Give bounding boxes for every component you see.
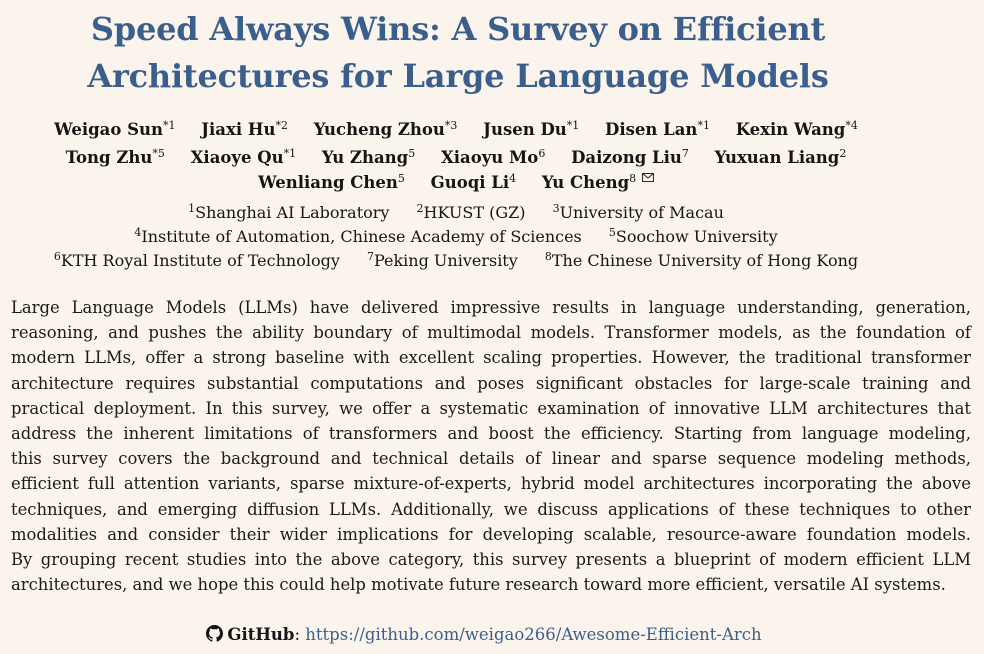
abstract-line: Large Language Models (LLMs) have delivered impressive results in language understanding, generation, bbox=[11, 298, 971, 317]
affiliation: $^8$The Chinese University of Hong Kong bbox=[544, 250, 859, 270]
affiliation-row-1 bbox=[0, 201, 912, 225]
author: Kexin Wang$^{*4}$ bbox=[735, 119, 858, 139]
abstract-line: reasoning, and pushes the ability boundary of multimodal models. Transformer models, as the foundation of bbox=[11, 323, 971, 343]
abstract-line: architecture requires substantial computations and poses significant obstacles for large-scale training and bbox=[11, 373, 971, 393]
title-line-1: Speed Always Wins: A Survey on Efficient bbox=[90, 10, 826, 48]
abstract-line: efficient full attention variants, sparse mixture-of-experts, hybrid model architectures incorporating the above bbox=[11, 474, 971, 494]
author-row-1 bbox=[0, 118, 912, 142]
author: Jusen Du$^{*1}$ bbox=[483, 119, 580, 139]
abstract-line: address the inherent limitations of transformers and boost the efficiency. Starting from language modeling, bbox=[11, 424, 971, 444]
title-line-2: Architectures for Large Language Models bbox=[87, 57, 829, 95]
author: Weigao Sun$^{*1}$ bbox=[54, 119, 176, 139]
author-row-2 bbox=[0, 146, 912, 170]
mail-icon bbox=[642, 173, 654, 182]
abstract-line: By grouping recent studies into the above category, this survey presents a blueprint of modern efficient LLM bbox=[11, 550, 971, 570]
abstract bbox=[11, 295, 971, 597]
github-icon bbox=[206, 625, 223, 642]
github-line bbox=[0, 623, 968, 647]
affiliation: $^2$HKUST (GZ) bbox=[416, 202, 526, 222]
affiliation: $^1$Shanghai AI Laboratory bbox=[188, 202, 390, 222]
abstract-line: architectures, and we hope this could help motivate future research toward more efficient, versatile AI systems. bbox=[11, 575, 946, 595]
author: Xiaoyu Mo$^6$ bbox=[440, 147, 546, 167]
affiliation: $^6$KTH Royal Institute of Technology bbox=[53, 250, 340, 270]
abstract-line: modern LLMs, offer a strong baseline with excellent scaling properties. However, the traditional transformer bbox=[11, 348, 971, 368]
affiliation-row-3 bbox=[0, 249, 912, 273]
author-row-3 bbox=[0, 171, 912, 195]
affiliation: $^5$Soochow University bbox=[608, 226, 778, 246]
author: Wenliang Chen$^5$ bbox=[258, 172, 405, 192]
abstract-line: this survey covers the background and technical details of linear and sparse sequence modeling methods, bbox=[11, 449, 971, 469]
author: Yucheng Zhou$^{*3}$ bbox=[313, 119, 458, 139]
affiliation: $^7$Peking University bbox=[366, 250, 518, 270]
author: Xiaoye Qu$^{*1}$ bbox=[190, 147, 297, 167]
affiliation: $^3$University of Macau bbox=[552, 202, 724, 222]
author: Disen Lan$^{*1}$ bbox=[605, 119, 710, 139]
author: Daizong Liu$^7$ bbox=[571, 147, 689, 167]
author: Yu Zhang$^5$ bbox=[321, 147, 416, 167]
abstract-line: practical deployment. In this survey, we offer a systematic examination of innovative LLM architectures that bbox=[11, 398, 971, 418]
paper-title bbox=[0, 6, 916, 100]
author: Guoqi Li$^4$ bbox=[430, 172, 517, 192]
abstract-line: modalities and consider their wider implications for developing scalable, resource-aware foundation models. bbox=[11, 524, 971, 544]
github-separator: : bbox=[294, 625, 301, 644]
author: Yu Cheng$^8$ bbox=[542, 171, 654, 195]
github-url-link[interactable]: https://github.com/weigao266/Awesome-Efficient-Arch bbox=[305, 625, 762, 644]
author: Yuxuan Liang$^2$ bbox=[714, 147, 847, 167]
author: Tong Zhu$^{*5}$ bbox=[65, 147, 165, 167]
github-label: GitHub bbox=[227, 625, 295, 644]
affiliation: $^4$Institute of Automation, Chinese Academy of Sciences bbox=[134, 226, 582, 246]
affiliation-row-2 bbox=[0, 225, 912, 249]
author: Jiaxi Hu$^{*2}$ bbox=[201, 119, 288, 139]
abstract-line: techniques, and emerging diffusion LLMs. Additionally, we discuss applications of these techniques to other bbox=[11, 499, 971, 519]
